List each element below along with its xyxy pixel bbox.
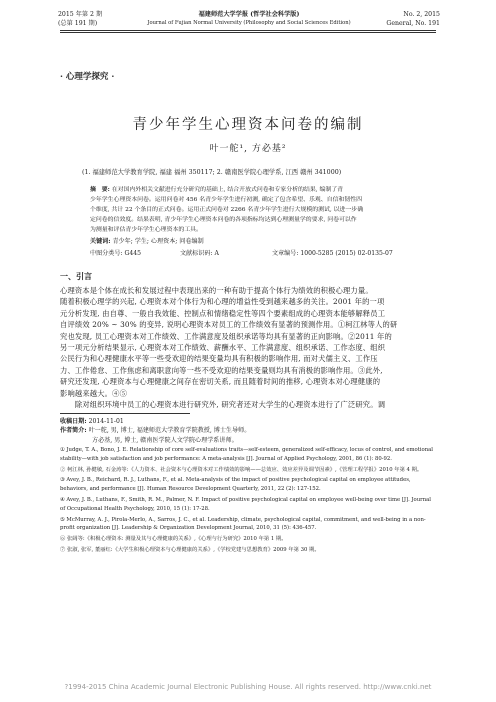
reference-item: ⑥ 张阔等:《积极心理资本: 测量及其与心理健康的关系》,《心理与行为研究》2010 年第 1 期。 [60,536,287,543]
clc-number: 中图分类号: G445 [90,250,141,257]
body-line: 力、工作倦怠、工作焦虑和离职意向等一些不受欢迎的结果变量则均具有消极的影响作用。③此外, [60,365,383,375]
affiliation: (1. 福建师范大学教育学院, 福建 福州 350117; 2. 赣南医学院心理学系, 江西 赣州 341000) [82,169,342,176]
abstract-line-1: 摘 要: 在对国内外相关文献进行充分研究的基础上, 结合开放式问卷和专家分析的结果, 编制了青 [90,186,344,193]
abstract-line-2: 少年学生心理资本问卷。运用问卷对 456 名青少年学生进行初测, 确定了包含希望、乐观、自信和韧性四 [90,197,363,203]
author-bio-1: 作者简介: 叶一舵, 男, 博士, 福建师范大学教育学院教授, 博士生导师。 [60,427,251,435]
reference-item: ⑤ McMurray, A. J., Pirola-Merlo, A., Sarros, J. C., et al. Leadership, climate, psychological capital, commitment, and well-being in a non-profit organization [J]. Leadership & Organization Development Journal, 2010, 31 (5): 436-457. [60,516,426,532]
body-line: 影响越来越大。④⑤ [60,388,128,398]
page-title: 青少年学生心理资本问卷的编制 [132,117,364,133]
issue-info-en [380,10,440,28]
footnote-rule [60,413,190,414]
abstract-line-3: 个维度, 共计 22 个条目的正式问卷。运用正式问卷对 2266 名青少年学生进行大规模的测试, 以进一步确 [90,207,364,213]
body-line: 心理资本是个体在成长和发展过程中表现出来的一种有助于提高个体行为绩效的积极心理力量。 [60,286,373,295]
journal-name-cn: 福建师范大学学报 (哲学社会科学版) [198,11,300,18]
abstract-line-4: 定问卷的信效度。结果表明, 青少年学生心理资本问卷的各项指标均达到心理测量学的要求, 问卷可以作 [90,217,357,223]
reference-item: ③ Avey, J. B., Reichard, R. J., Luthans, F., et al. Meta-analysis of the impact of positive psychological capital on employee attitudes, behaviors, and performance [J]. Human Resource Development Quarterly, 2011, 22 (2): 127-152. [60,477,411,493]
references [60,446,436,555]
footnote-meta [60,417,440,445]
body-line: 随着积极心理学的兴起, 心理资本对个体行为和心理的增益性受到越来越多的关注。2001 年的一项 [60,297,385,307]
keywords-label: 关键词: [90,238,111,245]
body-line: 公民行为和心理健康水平等一些受欢迎的结果变量均具有积极的影响作用, 而对犬儒主义、工作压 [60,354,378,364]
article-id: 文章编号: 1000-5285 (2015) 02-0135-07 [272,250,393,257]
authors: 叶一舵¹, 方必基² [209,144,287,154]
abstract-line-5: 为测量和评估青少年学生心理资本的工具。 [90,227,202,233]
body-text [60,285,440,410]
keywords [90,236,204,245]
body-line: 另一项元分析结果显示, 心理资本对工作绩效、薪酬水平、工作满意度、组织承诺、工作态度、组织 [60,343,386,353]
keywords-text: 青少年; 学生; 心理资本; 问卷编制 [112,238,204,245]
header-rule-thin [60,32,436,33]
issue-info [58,10,148,28]
body-line: 元分析发现, 由自尊、一般自我效能、控制点和情绪稳定性等四个要素组成的心理资本能够解释员工 [60,308,386,318]
journal-name-en: Journal of Fujian Normal University (Philosophy and Social Sciences Edition) [147,20,351,26]
body-line: 自评绩效 20% ~ 30% 的变异, 说明心理资本对员工的工作绩效有显著的预测作用。①柯江林等人的研 [60,320,398,330]
document-code: 文献标识码: A [180,250,219,257]
section-heading: 一、引言 [60,271,92,281]
reference-item: ② 柯江林, 孙健敏, 石金涛等:《人力资本、社会资本与心理资本对工作绩效的影响——总效应、效应差异及调节因素》,《管理工程学报》2010 年第 4 期。 [60,466,423,473]
issue-total-en: General, No. 191 [386,20,440,27]
issue-number-en: No. 2, 2015 [403,11,440,18]
copyright-footer: ?1994-2015 China Academic Journal Electronic Publishing House. All rights reserved. http://www.cnki.net [64,683,432,691]
section-label: · 心理学探究 · [60,72,115,82]
reference-item: ④ Avey, J. B., Luthans, F., Smith, R. M., Palmer, N. F. Impact of positive psychological capital on employee well-being over time [J]. Journal of Occupational Health Psychology, 2010, 15 (1): 17-28. [60,496,431,512]
header-rule [60,30,436,31]
body-line: 研究还发现, 心理资本与心理健康之间存在密切关系, 而且随着时间的推移, 心理资本对心理健康的 [60,377,381,387]
reference-item: ⑦ 张淑, 张军, 董丽红:《大学生积极心理资本与心理健康的关系》,《学校党建与思想教育》2009 年第 30 期。 [60,546,320,553]
abstract-label: 摘 要: [90,186,110,193]
reference-item: ① Judge, T. A., Bono, J. E. Relationship of core self-evaluations traits—self-esteem, generalized self-efficacy, locus of control, and emotional stability—with job satisfaction and job performance: A meta-analysis [J]. Journal of Applied Psychology, 2001, 86 (1): 80-92. [60,447,433,462]
author-bio-2: 方必基, 男, 博士, 赣南医学院人文学院心理学系讲师。 [92,436,238,444]
body-line: 除对组织环境中员工的心理资本进行研究外, 研究者还对大学生的心理资本进行了广泛研究。调 [60,400,386,410]
body-line: 究也发现, 员工心理资本对工作绩效、工作满意度及组织承诺等均具有显著的正向影响。②2011 年的 [60,331,392,341]
issue-total: (总第 191 期) [58,20,98,27]
journal-name [140,10,358,28]
abstract [90,185,435,235]
issue-number: 2015 年第 2 期 [58,11,103,18]
received-date: 收稿日期: 2014-11-01 [60,418,124,425]
